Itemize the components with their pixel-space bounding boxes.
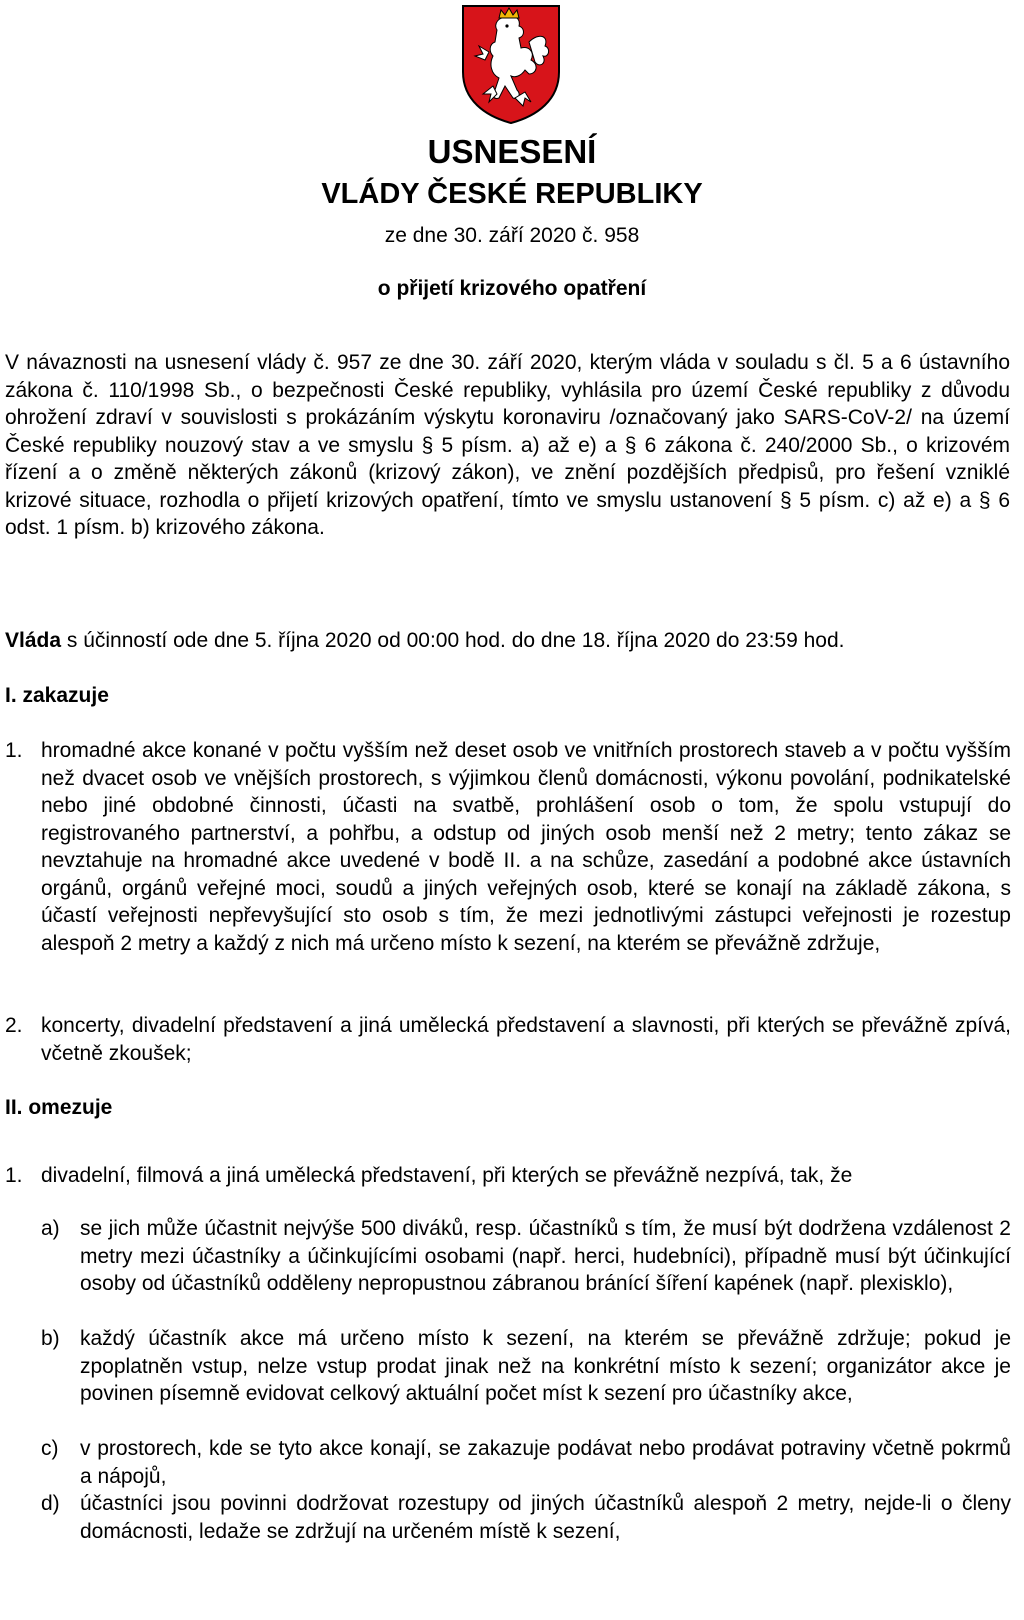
effect-statement bbox=[5, 627, 844, 655]
document-subtitle: VLÁDY ČESKÉ REPUBLIKY bbox=[321, 178, 703, 210]
restriction-subitem-c: v prostorech, kde se tyto akce konají, se zakazuje podávat nebo prodávat potraviny včetně pokrmů a nápojů, bbox=[80, 1437, 1011, 1488]
section-heading-prohibits: I. zakazuje bbox=[5, 684, 109, 707]
intro-paragraph: V návaznosti na usnesení vlády č. 957 ze dne 30. září 2020, kterým vláda v souladu s čl. 5 a 6 ústavního zákona č. 110/1998 Sb., o bezpečnosti České republiky, vyhlásila pro území České republiky z důvodu ohrožení zdraví v souvislosti s prokázáním výskytu koronaviru /označovaný jako SARS-CoV-2/ na území České republiky nouzový stav a ve smyslu § 5 písm. a) až e) a § 6 zákona č. 240/2000 Sb., o krizovém řízení a o změně některých zákonů (krizový zákon), ve znění pozdějších předpisů, pro řešení vzniklé krizové situace, rozhodla o přijetí krizových opatření, tímto ve smyslu ustanovení § 5 písm. c) až e) a § 6 odst. 1 písm. b) krizového zákona. bbox=[5, 351, 1010, 539]
section-heading-restricts: II. omezuje bbox=[5, 1096, 113, 1119]
czech-coat-of-arms-icon bbox=[459, 2, 563, 126]
restriction-subitem-d: účastníci jsou povinni dodržovat rozestupy od jiných účastníků alespoň 2 metry, nejde-li o členy domácnosti, ledaže se zdržují na určeném místě k sezení, bbox=[80, 1492, 1011, 1543]
prohibition-item-1: hromadné akce konané v počtu vyšším než deset osob ve vnitřních prostorech staveb a v počtu vyšším než dvacet osob ve vnějších prostorech, s výjimkou členů domácnosti, výkonu povolání, podnikatelské nebo jiné obdobné činnosti, účasti na svatbě, prohlášení osob o tom, že spolu vstupují do registrovaného partnerství, a pohřbu, a odstup od jiných osob menší než 2 metry; tento zákaz se nevztahuje na hromadné akce uvedené v bodě II. a na schůze, zasedání a podobné akce ústavních orgánů, orgánů veřejné moci, soudů a jiných veřejných osob, které se konají na základě zákona, s účastí veřejnosti nepřevyšující sto osob s tím, že mezi jednotlivými zástupci veřejnosti je rozestup alespoň 2 metry a každý z nich má určeno místo k sezení, na kterém se převážně zdržuje, bbox=[41, 739, 1011, 955]
restriction-subitem-a: se jich může účastnit nejvýše 500 diváků, resp. účastníků s tím, že musí být dodržena vzdálenost 2 metry mezi účastníky a účinkujícími osobami (např. herci, hudebníci), případně musí být účinkující osoby od účastníků odděleny nepropustnou zábranou bránící šíření kapének (např. plexisklo), bbox=[80, 1217, 1011, 1295]
effect-text: s účinností ode dne 5. října 2020 od 00:00 hod. do dne 18. října 2020 do 23:59 hod. bbox=[61, 629, 845, 652]
item-number: 1. bbox=[5, 739, 23, 762]
restriction-item-1: divadelní, filmová a jiná umělecká představení, při kterých se převážně nezpívá, tak, že bbox=[41, 1164, 853, 1187]
subitem-letter: a) bbox=[41, 1217, 60, 1240]
subitem-letter: d) bbox=[41, 1492, 60, 1515]
item-number: 2. bbox=[5, 1014, 23, 1037]
item-number: 1. bbox=[5, 1164, 23, 1187]
subitem-letter: b) bbox=[41, 1327, 60, 1350]
resolution-subject: o přijetí krizového opatření bbox=[377, 277, 647, 300]
subitem-letter: c) bbox=[41, 1437, 59, 1460]
prohibition-item-2: koncerty, divadelní představení a jiná umělecká představení a slavnosti, při kterých se převážně zpívá, včetně zkoušek; bbox=[41, 1014, 1011, 1065]
effect-bold-word: Vláda bbox=[5, 629, 62, 652]
resolution-date-number: ze dne 30. září 2020 č. 958 bbox=[384, 224, 640, 247]
restriction-subitem-b: každý účastník akce má určeno místo k sezení, na kterém se převážně zdržuje; pokud je zpoplatněn vstup, nelze vstup prodat jinak než na konkrétní místo k sezení; organizátor akce je povinen písemně evidovat celkový aktuální počet míst k sezení pro účastníky akce, bbox=[80, 1327, 1011, 1405]
document-title: USNESENÍ bbox=[427, 133, 597, 170]
